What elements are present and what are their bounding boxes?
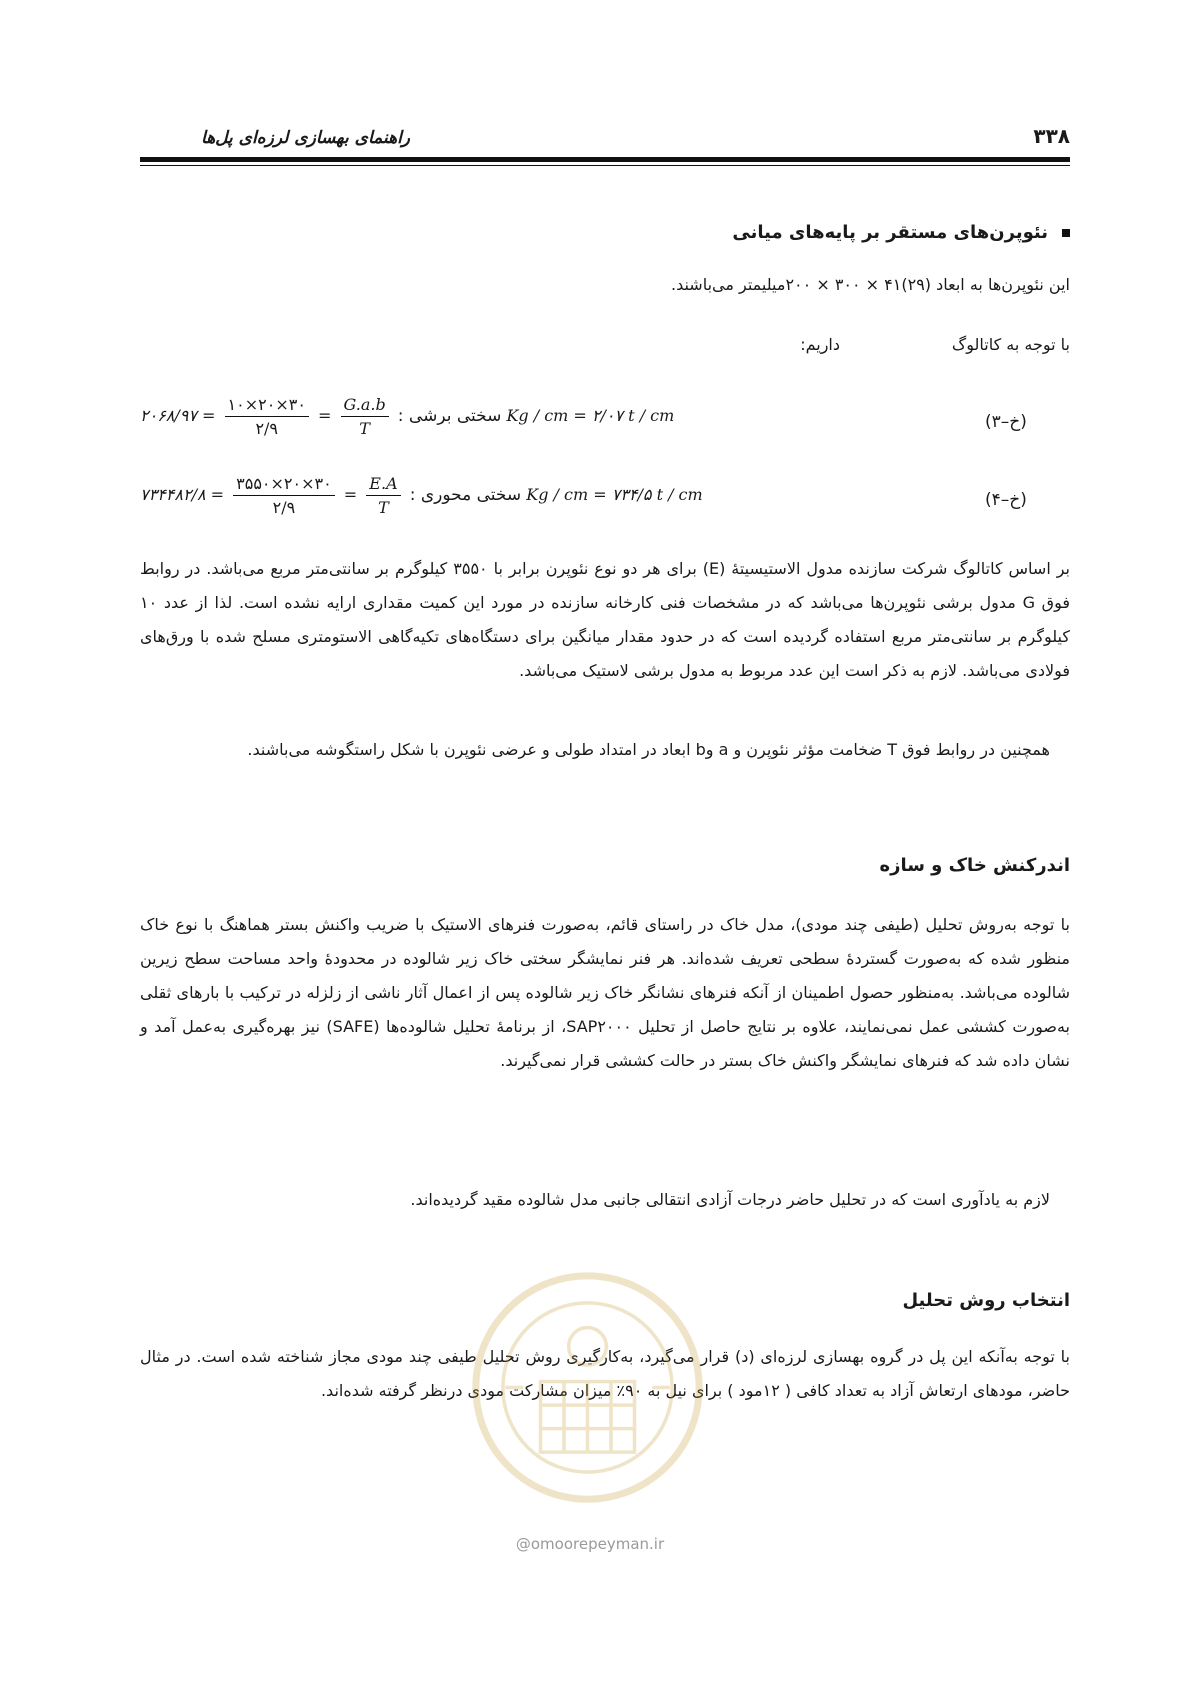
- equation-2-mid-fraction: $\frac{۳۵۵۰\times ۲۰\times ۳۰}{۲/۹}$: [233, 474, 335, 517]
- running-header-title: راهنمای بهسازی لرزه‌ای پل‌ها: [201, 128, 410, 148]
- dimensions-note-paragraph: همچنین در روابط فوق T ضخامت مؤثر نئوپرن و a وb ابعاد در امتداد طولی و عرضی نئوپرن با شکل راستگوشه می‌باشند.: [247, 740, 1050, 759]
- analysis-method-paragraph: با توجه به‌آنکه این پل در گروه بهسازی لرزه‌ای (د) قرار می‌گیرد، به‌کارگیری روش تحلیل طیفی چند مودی مجاز شناخته شده است. در مثال حاضر، مودهای ارتعاش آزاد به تعداد کافی ( ۱۲مود ) برای نیل به ۹۰٪ میزان مشارکت مودی درنظر گرفته شده‌اند.: [140, 1347, 1070, 1400]
- equation-number-1: (خ–۳): [985, 412, 1027, 432]
- equation-2-result: = ۷۳۴۴۸۲/۸ Kg / cm = ۷۳۴/۵ t / cm: [140, 485, 703, 504]
- equation-1-mid-fraction: $\frac{۱۰\times ۲۰\times ۳۰}{۲/۹}$: [225, 395, 309, 438]
- section-title-soil-structure: اندرکنش خاک و سازه: [879, 855, 1070, 876]
- equation-2-lhs-fraction: $\frac{E.A}{T}$: [366, 474, 400, 517]
- foundation-constraint-paragraph: لازم به یادآوری است که در تحلیل حاضر درجات آزادی انتقالی جانبی مدل شالوده مقید گردیده‌اند.: [410, 1190, 1050, 1209]
- equation-number-2: (خ–۴): [985, 490, 1027, 510]
- bullet-heading: [732, 222, 1070, 243]
- header-rule-thick: [140, 157, 1070, 162]
- elasticity-paragraph: بر اساس کاتالوگ شرکت سازنده مدول الاستیسیتهٔ (E) برای هر دو نوع نئوپرن برابر با ۳۵۵۰ کیلوگرم بر سانتی‌متر مربع می‌باشد. در روابط فوق G مدول برشی نئوپرن‌ها می‌باشد که در مشخصات فنی کارخانه سازنده در مورد این کمیت مقداری ارایه نشده است. لذا از عدد ۱۰ کیلوگرم بر سانتی‌متر مربع استفاده گردیده است که در حدود مقدار میانگین برای دستگاه‌های تکیه‌گاهی الاستومتری مسلح شده با ورق‌های فولادی می‌باشد. لازم به ذکر است این عدد مربوط به مدول برشی لاستیک می‌باشد.: [140, 559, 1071, 680]
- catalog-phrase: با توجه به کاتالوگ: [951, 335, 1070, 354]
- square-bullet-icon: [1062, 229, 1070, 237]
- dimensions-sentence: این نئوپرن‌ها به ابعاد (۲۹)۴۱ × ۳۰۰ × ۲۰۰میلیمتر می‌باشند.: [670, 275, 1070, 294]
- catalog-phrase-end: داریم:: [800, 335, 840, 354]
- header-rule-thin: [140, 165, 1070, 166]
- watermark-url: @omoorepeyman.ir: [515, 1535, 665, 1553]
- equation-2: سختی محوری : $\frac{E.A}{T}$ = $\frac{۳۵۵۰\times ۲۰\times ۳۰}{۲/۹}$ = ۷۳۴۴۸۲/۸ Kg / cm = ۷۳۴/۵ t / cm: [140, 474, 703, 517]
- bullet-heading-text: نئوپرن‌های مستقر بر پایه‌های میانی: [732, 222, 1048, 243]
- equation-1-result: = ۲۰۶۸/۹۷ Kg / cm = ۲/۰۷ t / cm: [140, 406, 675, 425]
- page-number: ۳۳۸: [1033, 124, 1070, 148]
- equation-2-label: سختی محوری :: [409, 485, 522, 505]
- equation-1: سختی برشی : $\frac{G.a.b}{T}$ = $\frac{۱۰\times ۲۰\times ۳۰}{۲/۹}$ = ۲۰۶۸/۹۷ Kg / cm = ۲/۰۷ t / cm: [140, 395, 675, 438]
- equation-1-lhs-fraction: $\frac{G.a.b}{T}$: [341, 395, 389, 438]
- equation-1-label: سختی برشی :: [397, 406, 502, 426]
- watermark-seal-icon: [470, 1270, 705, 1505]
- section-title-analysis-method: انتخاب روش تحلیل: [902, 1290, 1070, 1311]
- soil-structure-paragraph: با توجه به‌روش تحلیل (طیفی چند مودی)، مدل خاک در راستای قائم، به‌صورت فنرهای الاستیک با ضریب واکنش بستر هماهنگ با نوع خاک منظور شده که به‌صورت گستردهٔ سطحی تعریف شده‌اند. هر فنر نمایشگر سختی خاک زیر شالوده در محدودهٔ واحد مساحت سطح زیرین شالوده می‌باشد. به‌منظور حصول اطمینان از آنکه فنرهای نشانگر خاک زیر شالوده پس از اعمال آثار ناشی از زلزله در ترکیب با بارهای ثقلی به‌صورت کششی عمل نمی‌نمایند، علاوه بر نتایج حاصل از تحلیل SAP۲۰۰۰، از برنامهٔ تحلیل شالوده‌ها (SAFE) نیز بهره‌گیری به‌عمل آمد و نشان داده شد که فنرهای نمایشگر واکنش خاک بستر در حالت کششی قرار نمی‌گیرند.: [140, 915, 1071, 1070]
